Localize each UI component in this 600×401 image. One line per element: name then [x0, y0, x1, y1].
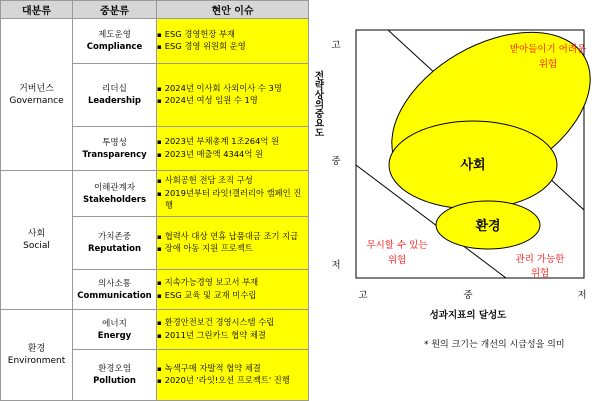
- subcategory-reputation: [73, 217, 157, 270]
- manageable-risk-label: 관리 가능한: [515, 254, 565, 265]
- issue-cell: [157, 350, 309, 401]
- issue-item: ▪ 2019년부터 라잇!갤러리아 캠페인 진행: [157, 188, 308, 212]
- category-ko: 환경: [27, 344, 46, 354]
- ignorable-risk-label: 무시할 수 있는: [366, 240, 428, 251]
- ignorable-risk-label-2: 위험: [387, 255, 407, 266]
- issue-cell: [157, 171, 309, 217]
- subcategory-compliance: [73, 19, 157, 64]
- subcategory-energy: [73, 310, 157, 350]
- issue-cell: [157, 310, 309, 350]
- issue-item: ▪ ESG 경영 위원회 운영: [157, 41, 308, 54]
- issue-item: ▪ ESG 경영헌장 부재: [157, 29, 308, 42]
- issue-item: ▪ 2024년 여성 임원 수 1명: [157, 95, 308, 108]
- issue-item: ▪ 2023년 매출액 4344억 원: [157, 149, 308, 162]
- subcategory-ko: 의사소통: [98, 278, 131, 289]
- issue-item: ▪ 2020년 '라잇!오션 프로젝트' 진행: [157, 375, 308, 388]
- subcategory-en: Pollution: [93, 376, 136, 386]
- subcategory-communication: [73, 270, 157, 310]
- subcategory-stakeholders: [73, 171, 157, 217]
- subcategory-ko: 투명성: [102, 137, 127, 148]
- issue-cell: [157, 127, 309, 171]
- manageable-risk-label-2: 위험: [530, 268, 550, 279]
- issue-item: ▪ 지속가능경영 보고서 부재: [157, 277, 308, 290]
- issue-item: ▪ 2024년 이사회 사외이사 수 3명: [157, 83, 308, 96]
- issue-item: ▪ 환경안전보건 경영시스템 수립: [157, 317, 308, 330]
- category-en: Governance: [9, 95, 64, 106]
- subcategory-ko: 환경오염: [98, 364, 131, 374]
- category-ko: 거버넌스: [19, 83, 54, 94]
- issue-item: ▪ 장애 아동 지원 프로젝트: [157, 243, 308, 256]
- subcategory-ko: 가치존중: [98, 232, 131, 242]
- category-en: Social: [23, 241, 50, 251]
- issue-item: ▪ 사회공헌 전담 조직 구성: [157, 175, 308, 188]
- x-tick-high: 고: [358, 290, 368, 301]
- social-label: 사회: [460, 158, 486, 173]
- environment-label: 환경: [475, 219, 501, 234]
- category-social: [1, 171, 73, 310]
- header-middle: 중분류: [73, 1, 157, 19]
- table-row: [1, 171, 309, 217]
- header-major: 대분류: [1, 1, 73, 19]
- subcategory-transparency: [73, 127, 157, 171]
- issue-item: ▪ 협력사 대상 연휴 납품대금 조기 지급: [157, 231, 308, 244]
- subcategory-ko: 리더십: [102, 84, 127, 94]
- issue-item: ▪ 2023년 부채총계 1조264억 원: [157, 136, 308, 149]
- issue-item: ▪ 2011년 그린카드 협약 체결: [157, 330, 308, 343]
- subcategory-pollution: [73, 350, 157, 401]
- subcategory-ko: 이해관계자: [93, 182, 136, 193]
- issue-item: ▪ ESG 교육 및 교재 미수립: [157, 290, 308, 303]
- subcategory-en: Energy: [97, 330, 132, 341]
- x-axis-title: 성과지표의 달성도: [429, 310, 507, 321]
- y-axis-title: [313, 70, 325, 137]
- issue-cell: [157, 270, 309, 310]
- hard-accept-risk-label: 받아들이기 어려운: [509, 44, 587, 55]
- header-issue: 현안 이슈: [157, 1, 309, 19]
- issue-cell: [157, 217, 309, 270]
- y-tick-high: 고: [331, 40, 341, 51]
- subcategory-en: Transparency: [82, 149, 147, 160]
- issue-cell: [157, 19, 309, 64]
- subcategory-leadership: [73, 64, 157, 127]
- x-tick-mid: 중: [463, 290, 473, 301]
- x-tick-low: 저: [577, 290, 587, 301]
- subcategory-ko: 제도운영: [98, 30, 131, 40]
- category-governance: [1, 19, 73, 171]
- subcategory-en: Compliance: [86, 42, 143, 52]
- category-en: Environment: [7, 356, 66, 366]
- table-row: [1, 19, 309, 64]
- y-tick-mid: 중: [331, 156, 341, 167]
- category-environment: [1, 310, 73, 401]
- risk-matrix-diagram: [312, 0, 600, 335]
- bubble-size-note: * 원의 크기는 개선의 시급성을 의미: [424, 340, 565, 350]
- y-axis-title-text: 전략상의중요도: [312, 70, 324, 138]
- subcategory-en: Communication: [77, 290, 152, 301]
- table-header-row: [1, 1, 309, 19]
- subcategory-en: Stakeholders: [82, 194, 146, 205]
- subcategory-en: Leadership: [87, 96, 142, 106]
- y-tick-low: 저: [331, 260, 341, 271]
- subcategory-en: Reputation: [87, 244, 142, 254]
- issue-cell: [157, 64, 309, 127]
- category-ko: 사회: [27, 229, 46, 239]
- issue-item: ▪ 녹색구매 자발적 협약 체결: [157, 363, 308, 376]
- subcategory-ko: 에너지: [102, 318, 127, 329]
- hard-accept-risk-label-2: 위험: [538, 59, 558, 70]
- table-row: [1, 310, 309, 350]
